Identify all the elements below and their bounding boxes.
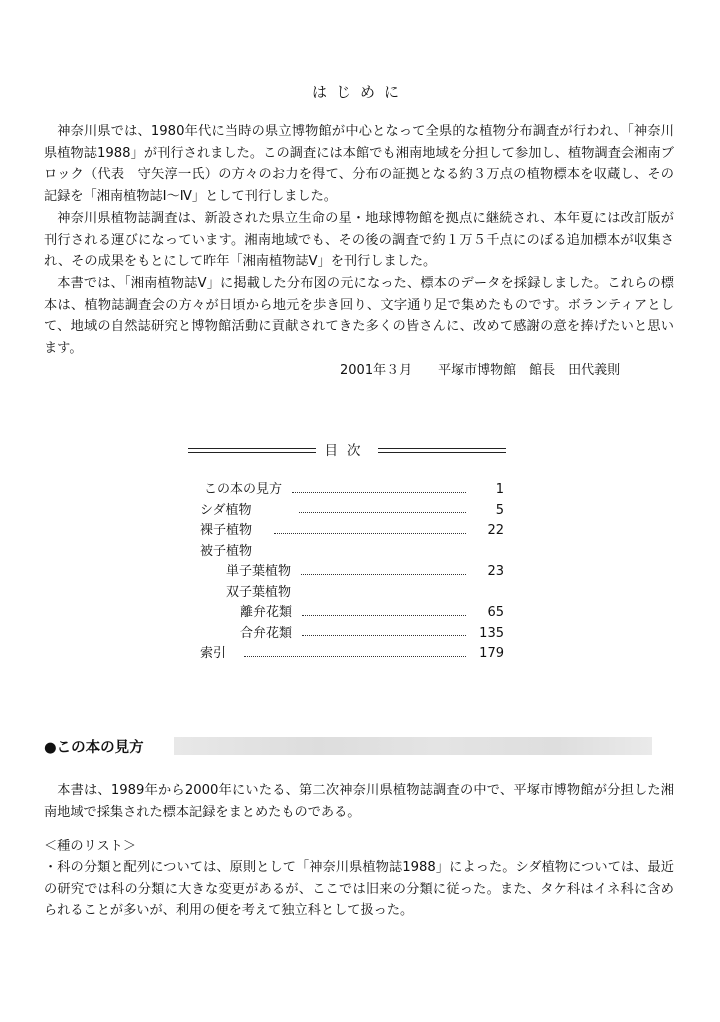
toc-entry-page: 22	[487, 523, 504, 538]
toc-entry-page: 135	[479, 625, 504, 641]
toc-entry-title: 双子葉植物	[226, 584, 292, 600]
toc-leader-dots	[302, 615, 466, 616]
toc-entry[interactable]	[200, 644, 504, 665]
section-heading-bar	[174, 737, 652, 755]
toc-entry-title: この本の見方	[204, 482, 283, 497]
toc-entry-title: 単子葉植物	[226, 564, 292, 579]
section-heading	[44, 733, 652, 759]
toc-leader-dots	[274, 533, 466, 534]
toc-entry-title: 索引	[200, 646, 227, 661]
toc-entry[interactable]	[200, 562, 504, 583]
toc-entry-page: 179	[479, 646, 504, 661]
section-heading-title: ●この本の見方	[44, 740, 144, 756]
toc-entry[interactable]	[200, 603, 504, 624]
toc-entry[interactable]	[200, 583, 504, 604]
toc-heading-label: 目次	[324, 443, 370, 459]
table-of-contents	[200, 480, 504, 665]
toc-entry-page: 1	[495, 482, 504, 497]
toc-leader-dots	[292, 492, 466, 493]
intro-paragraph: 本書では、「湘南植物誌Ⅴ」に掲載した分布図の元になった、標本のデータを採録しました。これらの標本は、植物誌調査会の方々が日頃から地元を歩き回り、文字通り足で集めたものです。ボランティアとして、地域の自然誌研究と博物館活動に貢献されてきた多くの皆さんに、改めて感謝の意を捧げたいと思います。	[44, 275, 674, 357]
intro-paragraph: 神奈川県では、1980年代に当時の県立博物館が中心となって全県的な植物分布調査が行われ、「神奈川県植物誌1988」が刊行されました。この調査には本館でも湘南地域を分担して参加し、植物調査会湘南ブロック（代表 守矢淳一氏）の方々のお力を得て、分布の証拠となる約３万点の植物標本を収蔵し、その記録を「湘南植物誌Ⅰ～Ⅳ」として刊行しました。	[44, 124, 674, 205]
toc-entry[interactable]	[200, 501, 504, 522]
intro-title: はじめに	[311, 83, 408, 101]
intro-body	[44, 121, 674, 360]
toc-entry-title: シダ植物	[200, 502, 252, 518]
toc-entry-page: 65	[487, 605, 504, 620]
toc-entry-title: 合弁花類	[240, 625, 293, 641]
toc-leader-dots	[301, 574, 466, 575]
toc-entry-title: 被子植物	[200, 543, 253, 559]
signature-line: 2001年３月 平塚市博物館 館長 田代義則	[340, 363, 621, 378]
toc-entry[interactable]	[200, 542, 504, 563]
section-body	[44, 780, 674, 823]
toc-leader-dots	[244, 656, 466, 657]
species-list-text: ・科の分類と配列については、原則として「神奈川県植物誌1988」によった。シダ植物については、最近の研究では科の分類に大きな変更があるが、ここでは旧来の分類に従った。また、タケ科はイネ科に含められることが多いが、利用の便を考えて独立科として扱った。	[44, 860, 674, 919]
toc-leader-dots	[299, 512, 466, 513]
toc-entry[interactable]	[200, 624, 504, 645]
toc-rule-right	[378, 448, 506, 453]
toc-entry-title: 裸子植物	[200, 523, 253, 538]
toc-heading	[188, 439, 506, 459]
toc-entry-title: 離弁花類	[240, 605, 293, 620]
section-paragraph: 本書は、1989年から2000年にいたる、第二次神奈川県植物誌調査の中で、平塚市博物館が分担した湘南地域で採集された標本記録をまとめたものである。	[44, 783, 674, 820]
toc-entry-page: 23	[487, 564, 504, 579]
species-list-heading: ＜種のリスト＞	[44, 839, 137, 854]
intro-paragraph: 神奈川県植物誌調査は、新設された県立生命の星・地球博物館を拠点に継続され、本年夏には改訂版が刊行される運びになっています。湘南地域でも、その後の調査で約１万５千点にのぼる追加標本が収集され、その成果をもとにして昨年「湘南植物誌Ⅴ」を刊行しました。	[44, 210, 674, 270]
toc-entry[interactable]	[200, 521, 504, 542]
species-list-body	[44, 857, 674, 922]
toc-entry-page: 5	[495, 502, 504, 518]
toc-entry[interactable]	[200, 480, 504, 501]
toc-leader-dots	[302, 635, 466, 636]
